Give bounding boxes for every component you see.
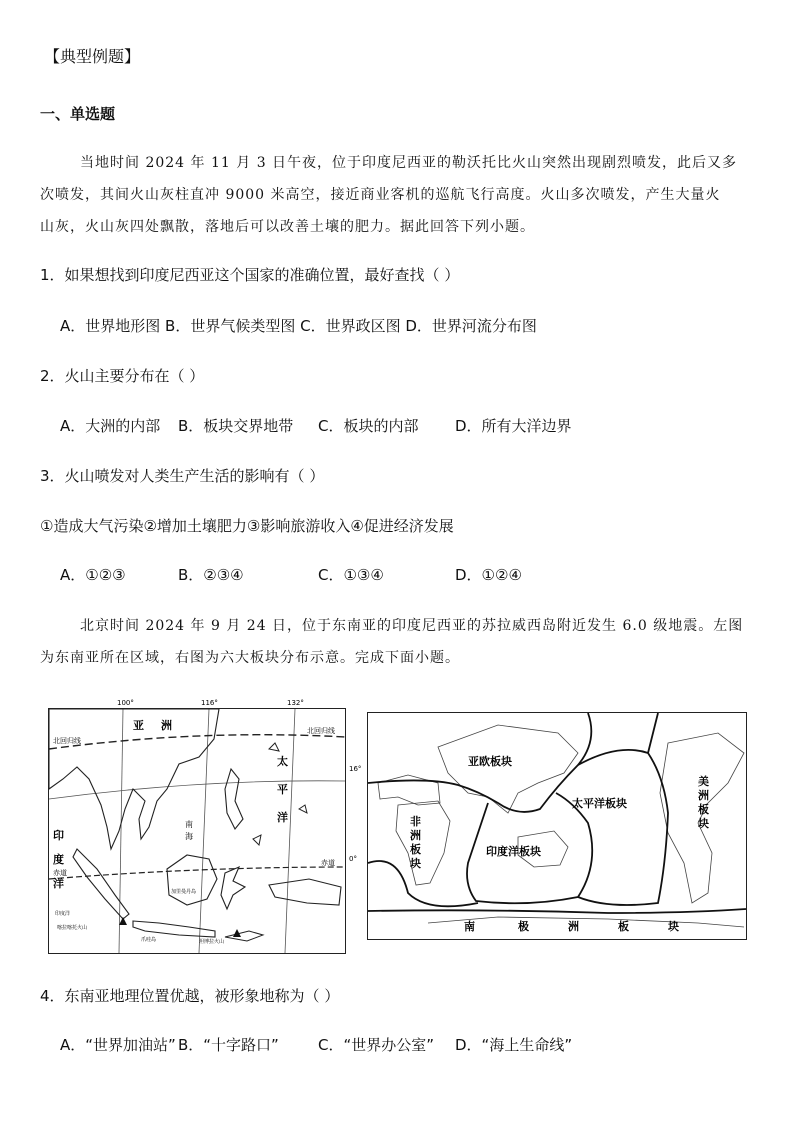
asia-outline (438, 725, 578, 813)
equator-label-right: 赤道 (321, 859, 335, 867)
tropic-label-right: 北回归线 (307, 727, 335, 735)
american-plate-label-2: 洲 (698, 789, 709, 802)
java-island (133, 921, 215, 937)
part-title: 一、单选题 (40, 105, 116, 123)
south-sea-label-1: 南 (185, 820, 193, 829)
small-label-indian: 印度洋 (55, 911, 71, 917)
african-plate-label-4: 块 (410, 857, 421, 870)
small-island (225, 931, 263, 941)
antarctica-outline (428, 917, 744, 927)
q3-option-b: B．②③④ (178, 566, 244, 584)
lon-label-100: 100° (117, 699, 134, 707)
q2-option-d: D．所有大洋边界 (455, 417, 572, 435)
europe-outline (378, 775, 440, 805)
plate-boundary (368, 909, 746, 913)
african-plate-label-3: 板 (410, 843, 421, 856)
plate-boundary (578, 750, 668, 905)
q3-items: ①造成大气污染②增加土壤肥力③影响旅游收入④促进经济发展 (40, 517, 454, 535)
southeast-asia-map (48, 699, 362, 954)
q2-option-b: B．板块交界地带 (178, 417, 294, 435)
indian-label-3: 洋 (53, 877, 64, 890)
equator-label-left: 赤道 (53, 869, 67, 877)
q4-option-d: D．“海上生命线” (455, 1036, 573, 1054)
plate-boundary (648, 713, 658, 753)
indian-label-2: 度 (53, 853, 64, 866)
africa-outline (396, 801, 450, 885)
lon-label-132: 132° (287, 699, 304, 707)
african-plate-label-2: 洲 (410, 829, 421, 842)
equator-line (49, 867, 345, 879)
volcano-label-1: 喀拉喀托火山 (57, 925, 88, 931)
lat-label-0: 0° (349, 855, 357, 863)
philippines-island (225, 769, 243, 829)
lat-label-16: 16° (349, 765, 362, 773)
q4-option-a: A．“世界加油站” (60, 1036, 176, 1054)
southeast-asia-map-svg (49, 699, 362, 953)
volcano-label-3: 坦博拉火山 (199, 939, 225, 945)
pacific-label-1: 太 (277, 755, 288, 768)
q3-stem: 3．火山喷发对人类生产生活的影响有（ ） (40, 467, 325, 485)
small-label-borneo: 加里曼丹岛 (171, 889, 197, 895)
q3-option-a: A．①②③ (60, 566, 126, 584)
indian-label-1: 印 (53, 829, 64, 842)
antarctic-plate-label-3: 洲 (568, 920, 579, 933)
american-plate-label-4: 块 (698, 817, 709, 830)
passage1-line3: 山灰，火山灰四处飘散，落地后可以改善土壤的肥力。据此回答下列小题。 (40, 219, 535, 235)
passage2-line2: 为东南亚所在区域，右图为六大板块分布示意。完成下面小题。 (40, 650, 460, 666)
south-sea-label-2: 海 (185, 832, 193, 841)
six-plates-map (367, 712, 747, 940)
indian-ocean-plate-label: 印度洋板块 (486, 845, 541, 858)
antarctic-plate-label-1: 南 (464, 920, 475, 933)
q1-stem: 1．如果想找到印度尼西亚这个国家的准确位置，最好查找（ ） (40, 266, 460, 284)
meridian-line (199, 709, 209, 953)
pacific-plate-label: 太平洋板块 (572, 797, 627, 810)
q4-option-c: C．“世界办公室” (318, 1036, 435, 1054)
african-plate-label-1: 非 (410, 815, 421, 828)
section-heading: 【典型例题】 (44, 47, 141, 66)
borneo-island (167, 855, 217, 905)
new-guinea-island (269, 879, 341, 905)
tropic-label-left: 北回归线 (53, 737, 81, 745)
american-plate-label-1: 美 (698, 775, 709, 788)
passage1-line1: 当地时间 2024 年 11 月 3 日午夜，位于印度尼西亚的勒沃托比火山突然出现剧烈喷发，此后又多 (80, 155, 738, 171)
asia-label-2: 洲 (161, 719, 172, 732)
q2-option-c: C．板块的内部 (318, 417, 419, 435)
latitude-line (49, 781, 345, 799)
volcano-marker-icon (119, 917, 127, 925)
pacific-label-2: 平 (277, 783, 288, 796)
q4-option-b: B．“十字路口” (178, 1036, 279, 1054)
q4-stem: 4．东南亚地理位置优越，被形象地称为（ ） (40, 987, 340, 1005)
lon-label-116: 116° (201, 699, 218, 707)
antarctic-plate-label-2: 极 (518, 920, 529, 933)
american-plate-label-3: 板 (698, 803, 709, 816)
pacific-label-3: 洋 (277, 811, 288, 824)
eurasian-plate-label: 亚欧板块 (468, 755, 512, 768)
q3-option-c: C．①③④ (318, 566, 384, 584)
passage1-line2: 次喷发，其间火山灰柱直冲 9000 米高空，接近商业客机的巡航飞行高度。火山多次喷发，产生大量火 (40, 187, 721, 203)
antarctic-plate-label-4: 板 (618, 920, 629, 933)
q2-stem: 2．火山主要分布在（ ） (40, 367, 205, 385)
passage2-line1: 北京时间 2024 年 9 月 24 日，位于东南亚的印度尼西亚的苏拉威西岛附近发生 6.0 级地震。左图 (80, 618, 744, 634)
volcano-label-2: 爪哇岛 (141, 937, 157, 943)
antarctic-plate-label-5: 块 (668, 920, 679, 933)
tropic-line (49, 735, 345, 749)
q1-options: A．世界地形图 B．世界气候类型图 C．世界政区图 D．世界河流分布图 (60, 317, 537, 335)
six-plates-map-svg (368, 713, 746, 939)
asia-label-1: 亚 (133, 719, 144, 732)
sulawesi-island (221, 867, 245, 909)
q3-option-d: D．①②④ (455, 566, 522, 584)
meridian-line (285, 709, 295, 953)
q2-option-a: A．大洲的内部 (60, 417, 161, 435)
